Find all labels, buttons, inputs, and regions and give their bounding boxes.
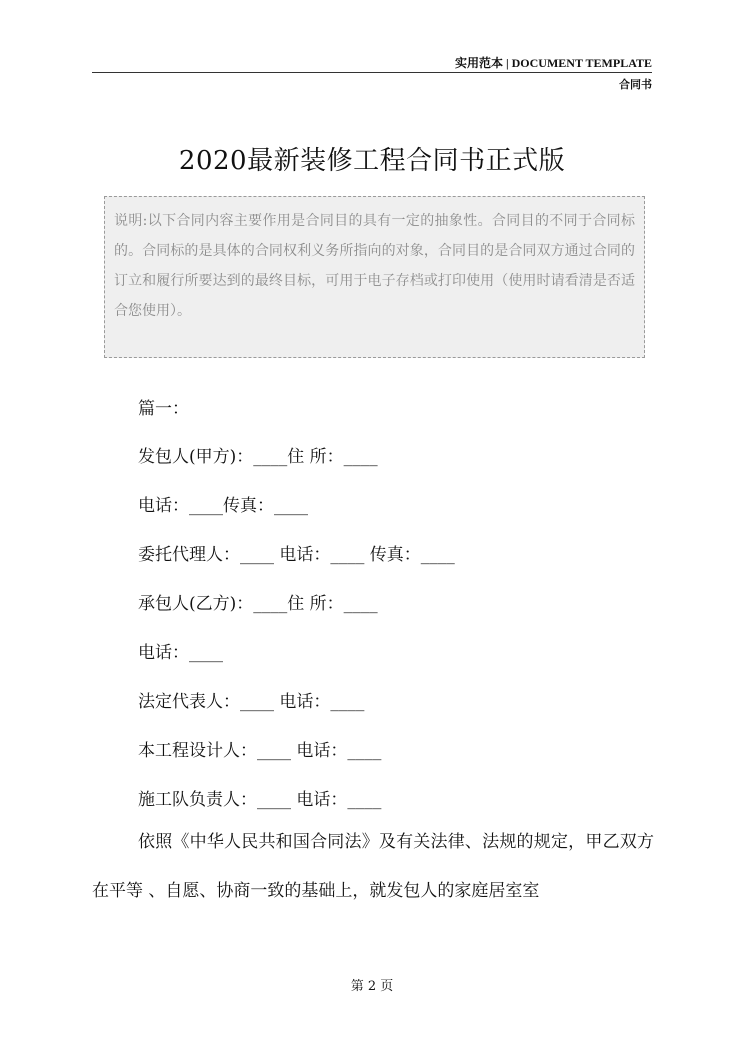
description-note-box: 说明:以下合同内容主要作用是合同目的具有一定的抽象性。合同目的不同于合同标的。合同标的是具体的合同权利义务所指向的对象，合同目的是合同双方通过合同的订立和履行所要达到的最终目标，可用于电子存档或打印使用（使用时请看清是否适合您使用）。 — [104, 196, 645, 358]
party-b-line: 承包人(乙方)：____住 所：____ — [138, 594, 378, 614]
legal-rep-line: 法定代表人：____ 电话：____ — [138, 692, 365, 712]
party-a-contact-line: 电话：____传真：____ — [138, 496, 308, 516]
header-template-label: 实用范本 | DOCUMENT TEMPLATE — [455, 56, 652, 70]
body-paragraph: 依照《中华人民共和国合同法》及有关法律、法规的规定，甲乙双方在平等 、自愿、协商一致的基础上，就发包人的家庭居室室 — [92, 832, 654, 901]
document-title: 2020最新装修工程合同书正式版 — [178, 146, 566, 176]
page-number: 第 2 页 — [350, 979, 394, 994]
header-doc-type: 合同书 — [619, 78, 652, 91]
party-b-phone-line: 电话：____ — [138, 643, 223, 663]
header-divider — [92, 72, 652, 73]
team-leader-line: 施工队负责人：____ 电话：____ — [138, 790, 382, 810]
party-a-line: 发包人(甲方)：____住 所：____ — [138, 447, 378, 467]
designer-line: 本工程设计人：____ 电话：____ — [138, 741, 382, 761]
section-heading: 篇一： — [138, 399, 189, 419]
agent-line: 委托代理人：____ 电话：____ 传真：____ — [138, 545, 455, 565]
